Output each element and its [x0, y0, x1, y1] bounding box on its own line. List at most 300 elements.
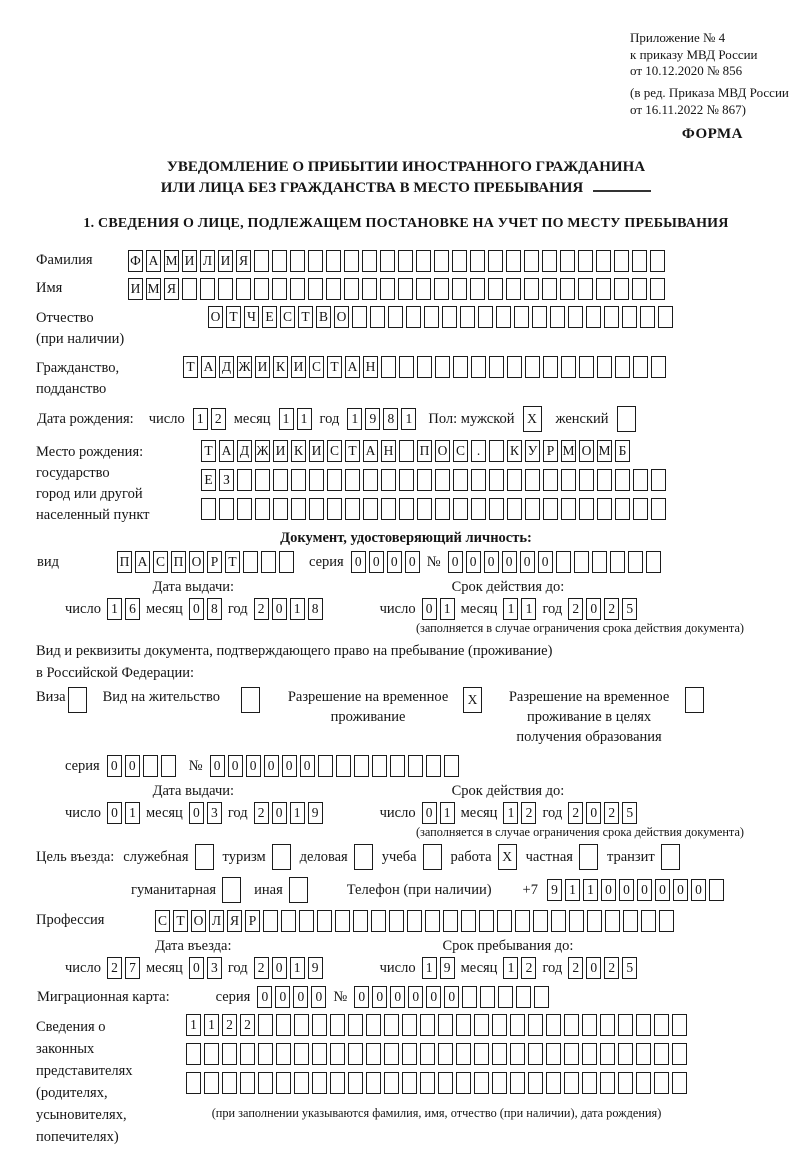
page: [36, 30, 789, 1148]
char-box: [222, 877, 241, 903]
surname-row: [36, 250, 776, 272]
char-box: [389, 910, 404, 932]
char-box: 9: [440, 957, 455, 979]
char-box: [348, 1043, 363, 1065]
char-box: [384, 1014, 399, 1036]
char-box: [423, 844, 442, 870]
char-box: [579, 356, 594, 378]
migration-card-row: [36, 986, 776, 1008]
study-checkbox: [423, 844, 442, 870]
char-box: [68, 687, 87, 713]
residence-issue-col: [64, 783, 323, 824]
char-box: [546, 1014, 561, 1036]
char-box: [366, 1043, 381, 1065]
char-box: [426, 755, 441, 777]
char-box: [640, 306, 655, 328]
char-box: [399, 469, 414, 491]
birth-day-boxes: [193, 408, 226, 430]
char-box: [272, 250, 287, 272]
char-box: И: [291, 356, 306, 378]
char-box: [623, 910, 638, 932]
year-label: год: [542, 959, 563, 976]
birthplace-row1-boxes: [201, 440, 666, 462]
patronymic-label: Отчество (при наличии): [36, 310, 125, 348]
char-box: [489, 440, 504, 462]
char-box: [456, 1043, 471, 1065]
char-box: [344, 250, 359, 272]
char-box: .: [471, 440, 486, 462]
surname-boxes: [128, 250, 665, 272]
char-box: [402, 1043, 417, 1065]
char-box: [582, 1014, 597, 1036]
phone-prefix: +7: [522, 881, 538, 898]
char-box: [514, 306, 529, 328]
char-box: [417, 498, 432, 520]
char-box: [471, 469, 486, 491]
char-box: [474, 1043, 489, 1065]
stay-until-col: [379, 938, 638, 979]
char-box: 1: [422, 957, 437, 979]
doc-valid-heading: Срок действия до:: [451, 579, 565, 596]
char-box: [200, 278, 215, 300]
char-box: [596, 250, 611, 272]
char-box: [388, 306, 403, 328]
char-box: [561, 498, 576, 520]
humanitarian-checkbox: [222, 877, 241, 903]
char-box: 0: [466, 551, 481, 573]
char-box: К: [507, 440, 522, 462]
residence-issue-heading: Дата выдачи:: [152, 783, 235, 800]
char-box: [276, 1043, 291, 1065]
char-box: [551, 910, 566, 932]
char-box: [543, 469, 558, 491]
month-label: месяц: [145, 804, 183, 821]
char-box: М: [597, 440, 612, 462]
doc-valid-year-boxes: [568, 598, 637, 620]
char-box: [443, 910, 458, 932]
char-box: Б: [615, 440, 630, 462]
char-box: [474, 1072, 489, 1094]
char-box: [586, 306, 601, 328]
char-box: [186, 1043, 201, 1065]
char-box: 0: [272, 957, 287, 979]
migration-series-boxes: [257, 986, 326, 1008]
residence-valid-col: [379, 783, 638, 824]
char-box: [618, 1043, 633, 1065]
month-label: месяц: [145, 600, 183, 617]
char-box: [390, 755, 405, 777]
char-box: [330, 1014, 345, 1036]
char-box: [240, 1072, 255, 1094]
visa-checkbox: [68, 687, 87, 713]
char-box: X: [523, 406, 542, 432]
char-box: [371, 910, 386, 932]
char-box: 0: [354, 986, 369, 1008]
char-box: [510, 1014, 525, 1036]
residence-permit-label: Вид на жительство: [102, 689, 221, 706]
doc-issue-col: [64, 579, 323, 620]
char-box: [345, 469, 360, 491]
char-box: [453, 356, 468, 378]
patronymic-boxes: [208, 306, 673, 328]
char-box: [636, 1043, 651, 1065]
char-box: [452, 278, 467, 300]
char-box: [326, 278, 341, 300]
char-box: X: [463, 687, 482, 713]
char-box: Т: [226, 306, 241, 328]
char-box: [276, 1014, 291, 1036]
char-box: [615, 498, 630, 520]
char-box: [195, 844, 214, 870]
char-box: [399, 356, 414, 378]
char-box: [579, 469, 594, 491]
char-box: [600, 1014, 615, 1036]
private-checkbox: [579, 844, 598, 870]
residence-series-boxes: [107, 755, 176, 777]
purpose-tourism: туризм: [223, 844, 291, 870]
char-box: 1: [440, 598, 455, 620]
stay-year-boxes: [568, 957, 637, 979]
residence-valid-note: (заполняется в случае ограничения срока действия документа): [415, 825, 744, 840]
year-label: год: [227, 804, 248, 821]
char-box: [478, 306, 493, 328]
residence-number-boxes: [210, 755, 459, 777]
char-box: Ч: [244, 306, 259, 328]
purpose-other: иная: [254, 877, 308, 903]
char-box: [243, 551, 258, 573]
char-box: [444, 755, 459, 777]
patronymic-row: [36, 306, 776, 350]
char-box: [550, 306, 565, 328]
char-box: 0: [351, 551, 366, 573]
char-box: [381, 356, 396, 378]
form-title: [36, 157, 776, 199]
char-box: [261, 551, 276, 573]
char-box: 5: [622, 598, 637, 620]
appendix-block: [630, 30, 800, 118]
char-box: 0: [484, 551, 499, 573]
tourism-checkbox: [272, 844, 291, 870]
char-box: [470, 250, 485, 272]
char-box: [587, 910, 602, 932]
char-box: О: [435, 440, 450, 462]
char-box: 9: [308, 957, 323, 979]
char-box: 1: [290, 802, 305, 824]
char-box: [291, 498, 306, 520]
char-box: С: [327, 440, 342, 462]
char-box: 9: [308, 802, 323, 824]
char-box: 0: [586, 957, 601, 979]
citizenship-row: [36, 356, 776, 400]
char-box: 0: [257, 986, 272, 1008]
char-box: [289, 877, 308, 903]
char-box: 1: [503, 598, 518, 620]
char-box: 1: [401, 408, 416, 430]
char-box: М: [164, 250, 179, 272]
char-box: [273, 498, 288, 520]
birthdate-row: [36, 406, 776, 432]
char-box: [709, 879, 724, 901]
profession-boxes: [155, 910, 674, 932]
char-box: [399, 440, 414, 462]
char-box: [272, 278, 287, 300]
residence-valid-heading: Срок действия до:: [451, 783, 565, 800]
year-label: год: [227, 600, 248, 617]
char-box: [420, 1043, 435, 1065]
char-box: [497, 910, 512, 932]
char-box: 2: [604, 802, 619, 824]
char-box: [406, 306, 421, 328]
char-box: [618, 1014, 633, 1036]
char-box: Я: [164, 278, 179, 300]
char-box: 0: [311, 986, 326, 1008]
identity-doc-dates: [36, 579, 776, 620]
doc-issue-heading: Дата выдачи:: [152, 579, 235, 596]
char-box: [556, 551, 571, 573]
option-temp-residence-edu: [500, 687, 704, 747]
char-box: [402, 1072, 417, 1094]
representatives-row3-boxes: [186, 1072, 687, 1094]
char-box: А: [345, 356, 360, 378]
day-label: число: [379, 600, 416, 617]
char-box: 0: [107, 802, 122, 824]
char-box: 2: [254, 598, 269, 620]
char-box: 1: [290, 957, 305, 979]
char-box: [372, 755, 387, 777]
char-box: [534, 986, 549, 1008]
char-box: С: [309, 356, 324, 378]
month-label: месяц: [460, 804, 498, 821]
appendix-line: к приказу МВД России: [630, 46, 758, 62]
char-box: [272, 844, 291, 870]
char-box: [236, 278, 251, 300]
char-box: [579, 844, 598, 870]
char-box: [542, 278, 557, 300]
day-label: число: [65, 959, 101, 976]
char-box: 0: [264, 755, 279, 777]
char-box: [435, 469, 450, 491]
char-box: [506, 278, 521, 300]
char-box: 0: [422, 598, 437, 620]
char-box: [632, 278, 647, 300]
char-box: [370, 306, 385, 328]
char-box: [600, 1043, 615, 1065]
char-box: [255, 498, 270, 520]
char-box: Л: [209, 910, 224, 932]
char-box: [294, 1043, 309, 1065]
temp-residence-checkbox: [463, 687, 482, 713]
char-box: [492, 1072, 507, 1094]
citizenship-label: Гражданство, подданство: [36, 360, 120, 398]
other-checkbox: [289, 877, 308, 903]
char-box: [290, 278, 305, 300]
char-box: [330, 1043, 345, 1065]
char-box: [628, 551, 643, 573]
char-box: 1: [297, 408, 312, 430]
residence-issue-day-boxes: [107, 802, 140, 824]
char-box: [240, 1043, 255, 1065]
char-box: [308, 250, 323, 272]
char-box: А: [201, 356, 216, 378]
char-box: О: [208, 306, 223, 328]
char-box: 8: [207, 598, 222, 620]
char-box: [362, 250, 377, 272]
char-box: [237, 498, 252, 520]
char-box: [574, 551, 589, 573]
char-box: [654, 1043, 669, 1065]
birth-year-boxes: [347, 408, 416, 430]
char-box: [309, 469, 324, 491]
char-box: 0: [502, 551, 517, 573]
char-box: [546, 1072, 561, 1094]
char-box: 2: [107, 957, 122, 979]
char-box: К: [273, 356, 288, 378]
char-box: [354, 844, 373, 870]
char-box: 0: [107, 755, 122, 777]
char-box: [258, 1043, 273, 1065]
purpose-label: Цель въезда:: [36, 848, 115, 865]
series-label: серия: [215, 988, 251, 1005]
char-box: 0: [228, 755, 243, 777]
day-label: число: [379, 959, 416, 976]
char-box: О: [191, 910, 206, 932]
char-box: [506, 250, 521, 272]
char-box: 7: [125, 957, 140, 979]
char-box: 0: [189, 957, 204, 979]
char-box: [543, 498, 558, 520]
char-box: 3: [207, 957, 222, 979]
appendix-line: Приложение № 4: [630, 30, 726, 45]
entry-month-boxes: [189, 957, 222, 979]
char-box: 0: [210, 755, 225, 777]
char-box: [582, 1043, 597, 1065]
purpose-humanitarian: гуманитарная: [131, 877, 241, 903]
char-box: [633, 469, 648, 491]
char-box: 0: [293, 986, 308, 1008]
char-box: П: [171, 551, 186, 573]
representatives-rows-wrap: [186, 1014, 687, 1148]
char-box: [438, 1014, 453, 1036]
form-label: ФОРМА: [681, 126, 743, 143]
char-box: [434, 278, 449, 300]
char-box: 0: [369, 551, 384, 573]
representatives-row1-boxes: [186, 1014, 687, 1036]
char-box: У: [525, 440, 540, 462]
residence-issue-month-boxes: [189, 802, 222, 824]
char-box: Л: [200, 250, 215, 272]
char-box: [417, 356, 432, 378]
char-box: И: [218, 250, 233, 272]
day-label: число: [65, 600, 101, 617]
char-box: 0: [189, 598, 204, 620]
char-box: [597, 498, 612, 520]
char-box: [543, 356, 558, 378]
char-box: [222, 1072, 237, 1094]
char-box: А: [146, 250, 161, 272]
doc-valid-month-boxes: [503, 598, 536, 620]
char-box: 0: [538, 551, 553, 573]
char-box: 0: [619, 879, 634, 901]
char-box: И: [273, 440, 288, 462]
char-box: [380, 250, 395, 272]
temp-residence-edu-checkbox: [685, 687, 704, 713]
char-box: О: [334, 306, 349, 328]
char-box: [632, 250, 647, 272]
char-box: [597, 469, 612, 491]
char-box: [496, 306, 511, 328]
char-box: [254, 250, 269, 272]
char-box: [461, 910, 476, 932]
char-box: [672, 1014, 687, 1036]
char-box: [363, 498, 378, 520]
char-box: [480, 986, 495, 1008]
char-box: [398, 278, 413, 300]
char-box: [470, 278, 485, 300]
char-box: [366, 1014, 381, 1036]
char-box: [614, 278, 629, 300]
char-box: [456, 1072, 471, 1094]
char-box: 0: [637, 879, 652, 901]
char-box: Н: [363, 356, 378, 378]
option-temp-residence: [280, 687, 482, 727]
option-visa: [36, 687, 87, 713]
phone-label: Телефон (при наличии): [346, 881, 492, 898]
char-box: 1: [290, 598, 305, 620]
char-box: 0: [586, 598, 601, 620]
char-box: [604, 306, 619, 328]
day-label: число: [65, 804, 101, 821]
char-box: [600, 1072, 615, 1094]
visit-purpose-row2: [131, 877, 776, 903]
char-box: [344, 278, 359, 300]
char-box: [241, 687, 260, 713]
char-box: И: [309, 440, 324, 462]
char-box: 0: [408, 986, 423, 1008]
entry-date-heading: Дата въезда:: [155, 938, 232, 955]
char-box: [462, 986, 477, 1008]
char-box: [161, 755, 176, 777]
char-box: [312, 1072, 327, 1094]
char-box: [633, 356, 648, 378]
char-box: [438, 1072, 453, 1094]
residence-valid-month-boxes: [503, 802, 536, 824]
char-box: [525, 498, 540, 520]
entry-day-boxes: [107, 957, 140, 979]
temp-residence-label: Разрешение на временное проживание: [287, 689, 449, 726]
givenname-boxes: [128, 278, 665, 300]
char-box: 0: [691, 879, 706, 901]
month-label: месяц: [460, 600, 498, 617]
char-box: Е: [262, 306, 277, 328]
char-box: [345, 498, 360, 520]
char-box: [685, 687, 704, 713]
char-box: А: [363, 440, 378, 462]
profession-row: [36, 910, 776, 932]
char-box: 2: [604, 598, 619, 620]
series-label: серия: [65, 757, 100, 774]
char-box: 0: [586, 802, 601, 824]
char-box: 0: [272, 598, 287, 620]
char-box: А: [219, 440, 234, 462]
char-box: [617, 406, 636, 432]
char-box: 9: [365, 408, 380, 430]
char-box: [312, 1043, 327, 1065]
char-box: Ж: [255, 440, 270, 462]
char-box: [569, 910, 584, 932]
identity-doc-type-row: [36, 551, 776, 573]
char-box: С: [280, 306, 295, 328]
char-box: 0: [601, 879, 616, 901]
